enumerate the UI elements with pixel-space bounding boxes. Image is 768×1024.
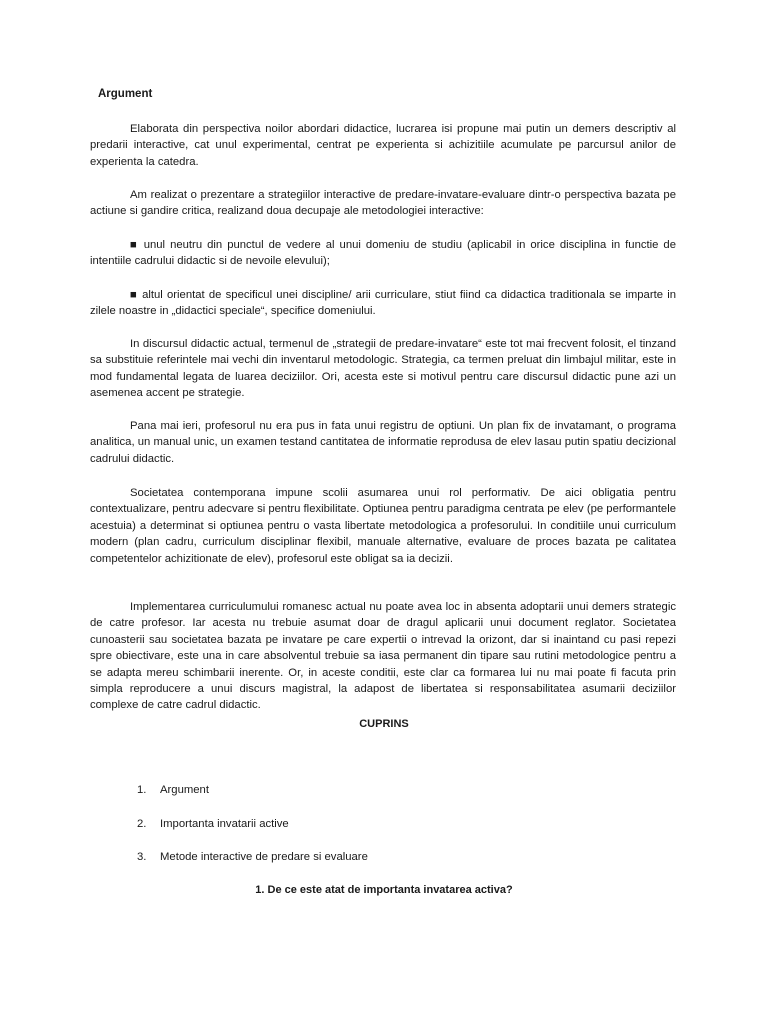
- toc-item-number: 1.: [137, 784, 147, 796]
- toc-item: [137, 851, 368, 863]
- toc-item-number: 3.: [137, 851, 147, 863]
- toc-title: CUPRINS: [359, 718, 409, 730]
- toc-item-label: Metode interactive de predare si evaluare: [160, 851, 368, 863]
- bullet-oriented: ■ altul orientat de specificul unei discipline/ arii curriculare, stiut fiind ca didactica traditionala se imparte in zilele noastre in „didactici speciale“, specifice domeniului.: [90, 289, 676, 318]
- paragraph-society: Societatea contemporana impune scolii asumarea unui rol performativ. De aici obligatia pentru contextualizare, pentru adecvare si pentru flexibilitate. Optiunea pentru paradigma centrata pe elev (pe performantele acestuia) a determinat si optiunea pentru o vasta libertate metodologica a profesorului. In conditiile unui curriculum modern (plan cadru, curriculum disciplinar flexibil, manuale alternative, evaluare de proces bazata pe calitatea competentelor achizitionate de elev), profesorul este obligat sa ia decizii.: [90, 487, 676, 565]
- toc-item: [137, 784, 209, 796]
- paragraph-options: Pana mai ieri, profesorul nu era pus in fata unui registru de optiuni. Un plan fix de invatamant, o programa analitica, un manual unic, un examen testand cantitatea de informatie reprodusa de elev lasau putin spatiu decizional cadrului didactic.: [90, 420, 676, 465]
- toc-item-number: 2.: [137, 818, 147, 830]
- toc-item-label: Importanta invatarii active: [160, 818, 289, 830]
- paragraph-implementation: Implementarea curriculumului romanesc actual nu poate avea loc in absenta adoptarii unui demers strategic de catre profesor. Iar acesta nu trebuie asumat doar de dragul aplicarii unui document reglator. Societatea cunoasterii sau societatea bazata pe invatare pe care expertii o intrevad la orizont, dar si inaintand cu pasi repezi spre obiectivare, este una in care absolventul trebuie sa iasa permanent din tipare sau rutini metodologice pentru a se adapta mereu schimbarii inerente. Or, in aceste conditii, este clar ca formarea lui nu mai poate fi facuta prin simpla reproducere a unui discurs magistral, la adapost de libertatea si responsabilitatea asumarii deciziilor complexe de catre cadrul didactic.: [90, 601, 676, 712]
- toc-item-label: Argument: [160, 784, 209, 796]
- paragraph-intro: Elaborata din perspectiva noilor abordari didactice, lucrarea isi propune mai putin un demers descriptiv al predarii interactive, cat unul experimental, centrat pe experienta si achizitiile acumulate pe parcursul anilor de experienta la catedra.: [90, 123, 676, 168]
- bullet-neutral: ■ unul neutru din punctul de vedere al unui domeniu de studiu (aplicabil in orice disciplina in functie de intentiile cadrului didactic si de nevoile elevului);: [90, 239, 676, 268]
- paragraph-strategies: Am realizat o prezentare a strategiilor interactive de predare-invatare-evaluare dintr-o perspectiva bazata pe actiune si gandire critica, realizand doua decupaje ale metodologiei interactive:: [90, 189, 676, 218]
- section-title: 1. De ce este atat de importanta invatarea activa?: [255, 884, 513, 896]
- argument-heading: Argument: [98, 88, 153, 100]
- toc-item: [137, 818, 289, 830]
- paragraph-discourse: In discursul didactic actual, termenul de „strategii de predare-invatare“ este tot mai frecvent folosit, el tinzand sa substituie referintele mai vechi din inventarul metodologic. Strategia, ca termen preluat din limbajul militar, este in mod fundamental legata de luarea deciziilor. Ori, acesta este si motivul pentru care discursul didactic pune azi un asemenea accent pe strategie.: [90, 338, 676, 400]
